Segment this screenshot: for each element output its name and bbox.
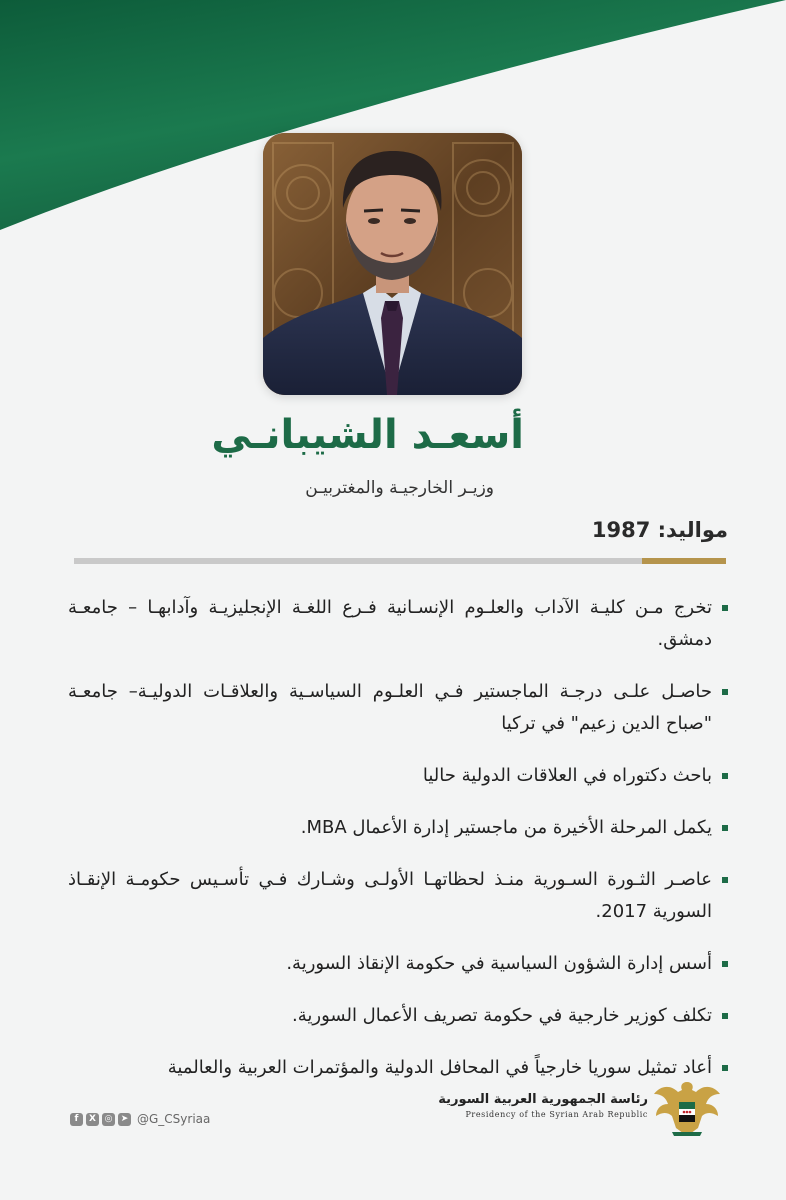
eagle-emblem-icon [652, 1076, 722, 1140]
bio-item-text: تخرج مـن كليـة الآداب والعلـوم الإنسـانية فـرع اللغـة الإنجليزيـة وآدابهـا – جامعـة دمشق. [68, 597, 712, 650]
bio-item-text: يكمل المرحلة الأخيرة من ماجستير إدارة الأعمال MBA. [300, 817, 712, 838]
divider-accent [642, 558, 726, 564]
bio-item [68, 1000, 728, 1032]
telegram-icon[interactable]: ➤ [118, 1113, 131, 1126]
bio-item [68, 864, 728, 928]
bio-item-text: باحث دكتوراه في العلاقات الدولية حاليا [422, 765, 712, 786]
presidency-arabic: رئاسة الجمهورية العربية السورية [438, 1092, 648, 1107]
facebook-icon[interactable]: f [70, 1113, 83, 1126]
bio-item [68, 760, 728, 792]
bio-item-text: عاصـر الثـورة السـورية منـذ لحظاتهـا الأولـى وشـارك فـي تأسـيس حكومـة الإنقـاذ السورية 2017. [68, 869, 712, 922]
bio-item-text: تكلف كوزير خارجية في حكومة تصريف الأعمال السورية. [292, 1005, 712, 1026]
bullet-icon [722, 1013, 728, 1019]
bullet-icon [722, 689, 728, 695]
presidency-label [438, 1092, 648, 1119]
bio-item-text: أسس إدارة الشؤون السياسية في حكومة الإنقاذ السورية. [286, 953, 712, 974]
bullet-icon [722, 877, 728, 883]
bio-item-text: أعاد تمثيل سوريا خارجياً في المحافل الدولية والمؤتمرات العربية والعالمية [167, 1057, 712, 1078]
x-icon[interactable]: X [86, 1113, 99, 1126]
bio-item-text: حاصـل علـى درجـة الماجستير فـي العلـوم السياسـية والعلاقـات الدوليـة– جامعـة "صباح الدين زعيم" في تركيا [68, 681, 712, 734]
birth-year: مواليد: 1987 [591, 518, 728, 542]
bullet-icon [722, 961, 728, 967]
portrait-illustration [263, 133, 522, 395]
bio-item [68, 592, 728, 656]
social-handle[interactable]: @G_CSyriaa [137, 1112, 211, 1126]
person-title: وزيـر الخارجيـة والمغتربيـن [305, 478, 494, 498]
bio-list [68, 592, 728, 1104]
bio-item [68, 1052, 728, 1084]
bio-item [68, 812, 728, 844]
bullet-icon [722, 605, 728, 611]
section-divider [74, 558, 726, 564]
portrait-photo [263, 133, 522, 395]
bullet-icon [722, 825, 728, 831]
social-links [70, 1112, 210, 1126]
bio-item [68, 676, 728, 740]
bullet-icon [722, 1065, 728, 1071]
bio-item [68, 948, 728, 980]
instagram-icon[interactable]: ◎ [102, 1113, 115, 1126]
presidency-english: Presidency of the Syrian Arab Republic [465, 1110, 648, 1119]
bullet-icon [722, 773, 728, 779]
person-name: أسعـد الشيبانـي [211, 412, 524, 458]
